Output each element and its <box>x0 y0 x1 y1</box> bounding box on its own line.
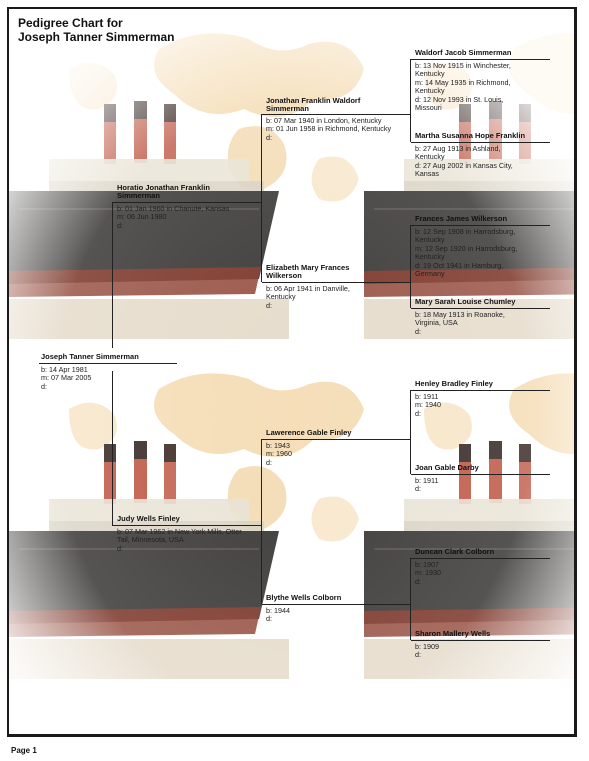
person-name: Frances James Wilkerson <box>415 214 508 223</box>
death-line: d: <box>415 576 421 586</box>
death-line: d: <box>415 326 421 336</box>
person-name: Elizabeth Mary Frances Wilkerson <box>266 263 350 280</box>
birth-line: b: 07 Mar 1962 in New York Mills, Otter Tail, Minnesota, USA <box>117 527 242 545</box>
birth-line: b: 1907 <box>415 560 439 569</box>
person-name: Martha Susanna Hope Franklin <box>415 131 526 140</box>
death-line: d: <box>117 543 123 553</box>
birth-line: b: 13 Nov 1915 in Winchester, Kentucky <box>415 61 511 79</box>
birth-line: b: 27 Aug 1913 in Ashland, Kentucky <box>415 144 501 162</box>
connector <box>112 202 113 348</box>
person-details <box>266 285 376 310</box>
person-details <box>415 62 527 112</box>
person-underline <box>262 604 410 605</box>
person-underline <box>262 439 410 440</box>
person-details <box>415 145 527 179</box>
death-line: d: <box>266 614 272 624</box>
connector <box>410 558 411 604</box>
person-underline <box>411 474 550 475</box>
birth-line: b: 1944 <box>266 606 290 615</box>
person-name: Jonathan Franklin Waldorf Simmerman <box>266 96 361 113</box>
connector <box>410 439 411 474</box>
connector <box>261 202 262 282</box>
connector <box>410 390 411 439</box>
death-line: d: <box>266 300 272 310</box>
birth-line: b: 1911 <box>415 392 439 401</box>
person-underline <box>411 308 550 309</box>
death-line: d: <box>117 220 123 230</box>
death-line: d: <box>415 484 421 494</box>
death-line: d: <box>415 650 421 660</box>
person-underline <box>39 363 177 364</box>
death-line: d: <box>266 132 272 142</box>
person-underline <box>411 142 550 143</box>
person-name: Horatio Jonathan Franklin Simmerman <box>117 183 210 200</box>
connector <box>261 114 262 202</box>
person-details <box>415 643 545 660</box>
person-details <box>415 228 527 278</box>
person-name: Duncan Clark Colborn <box>415 547 495 556</box>
person-details <box>266 442 406 467</box>
chart-title-line2: Joseph Tanner Simmerman <box>18 30 175 44</box>
death-line: d: <box>41 381 47 391</box>
connector <box>112 371 113 526</box>
chart-title-line1: Pedigree Chart for <box>18 16 123 30</box>
person-underline <box>411 59 550 60</box>
connector <box>410 282 411 308</box>
death-line: d: <box>266 457 272 467</box>
marriage-line: m: 01 Jun 1958 in Richmond, Kentucky <box>266 124 392 134</box>
marriage-line: m: 06 Jun 1980 <box>117 212 167 222</box>
person-name: Sharon Mallery Wells <box>415 629 491 638</box>
person-name: Joan Gable Darby <box>415 463 479 472</box>
connector <box>410 604 411 640</box>
connector <box>410 225 411 282</box>
person-name: Waldorf Jacob Simmerman <box>415 48 512 57</box>
death-line: d: 12 Nov 1993 in St. Louis, Missouri <box>415 94 504 113</box>
person-underline <box>113 202 261 203</box>
person-details <box>415 477 545 494</box>
marriage-line: m: 12 Sep 1920 in Harrodsburg, Kentucky <box>415 243 518 262</box>
person-underline <box>411 558 550 559</box>
person-details <box>415 311 527 336</box>
death-line: d: 27 Aug 2002 in Kansas City, Kansas <box>415 160 513 179</box>
person-underline <box>113 525 261 526</box>
person-underline <box>411 640 550 641</box>
birth-line: b: 1943 <box>266 441 290 450</box>
person-name: Lawerence Gable Finley <box>266 428 352 437</box>
person-underline <box>262 282 410 283</box>
marriage-line: m: 07 Mar 2005 <box>41 373 92 383</box>
person-details <box>415 561 545 586</box>
birth-line: b: 07 Mar 1940 in London, Kentucky <box>266 116 382 125</box>
connector <box>410 59 411 114</box>
marriage-line: m: 1960 <box>266 449 292 459</box>
person-details <box>117 528 247 553</box>
person-details <box>41 366 181 391</box>
person-details <box>415 393 545 418</box>
birth-line: b: 06 Apr 1941 in Danville, Kentucky <box>266 284 350 302</box>
marriage-line: m: 1940 <box>415 400 441 410</box>
birth-line: b: 1909 <box>415 642 439 651</box>
person-name: Blythe Wells Colborn <box>266 593 342 602</box>
death-line: d: 19 Oct 1941 in Hamburg, Germany <box>415 260 504 279</box>
person-details <box>117 205 259 230</box>
person-details <box>266 117 404 142</box>
person-name: Mary Sarah Louise Chumley <box>415 297 516 306</box>
marriage-line: m: 14 May 1935 in Richmond, Kentucky <box>415 77 511 96</box>
person-details <box>266 607 406 624</box>
connector <box>261 526 262 604</box>
marriage-line: m: 1930 <box>415 568 441 578</box>
birth-line: b: 01 Jan 1960 in Chanute, Kansas <box>117 204 230 213</box>
person-underline <box>262 114 410 115</box>
birth-line: b: 18 May 1913 in Roanoke, Virginia, USA <box>415 310 505 328</box>
page-number: Page 1 <box>11 746 37 755</box>
person-name: Joseph Tanner Simmerman <box>41 352 139 361</box>
birth-line: b: 1911 <box>415 476 439 485</box>
pedigree-chart-page <box>7 7 577 737</box>
connector <box>261 439 262 526</box>
person-name: Henley Bradley Finley <box>415 379 493 388</box>
connector <box>410 114 411 142</box>
birth-line: b: 14 Apr 1981 <box>41 365 88 374</box>
person-underline <box>411 225 550 226</box>
person-name: Judy Wells Finley <box>117 514 180 523</box>
person-underline <box>411 390 550 391</box>
death-line: d: <box>415 408 421 418</box>
birth-line: b: 12 Sep 1908 in Harrodsburg, Kentucky <box>415 227 516 245</box>
